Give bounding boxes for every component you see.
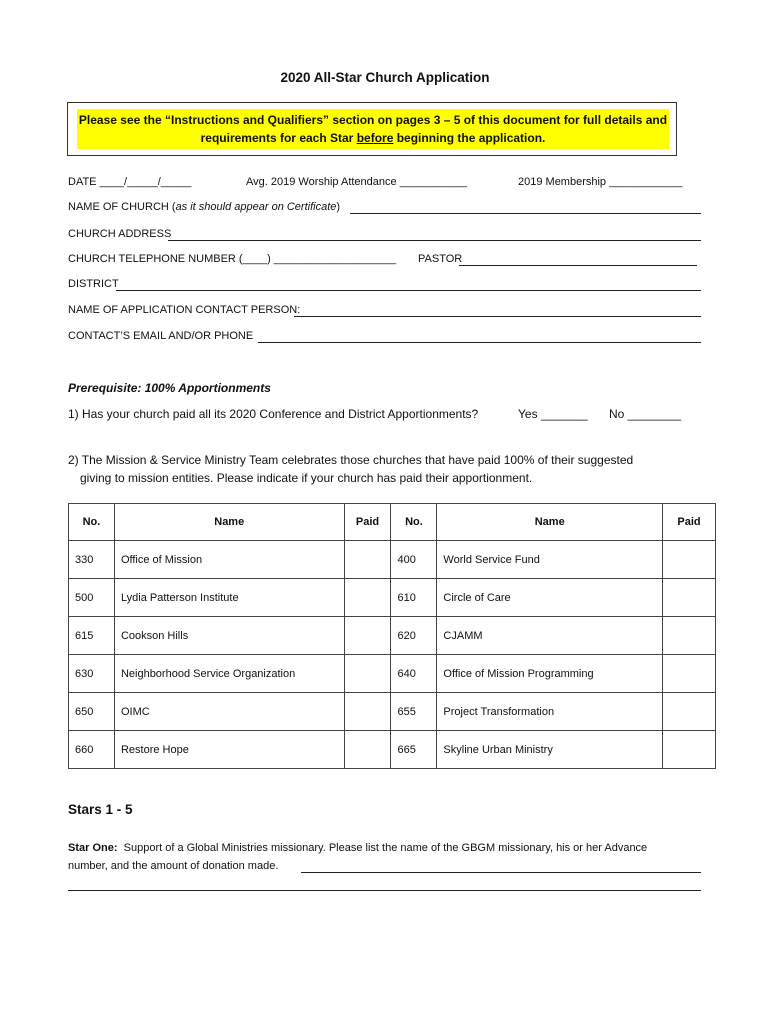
question-2-line-1: 2) The Mission & Service Ministry Team celebrates those churches that have paid 100% of their suggested xyxy=(68,453,634,467)
entity-number: 665 xyxy=(391,731,437,769)
paid-cell[interactable] xyxy=(663,541,716,579)
notice-line-1: Please see the “Instructions and Qualifiers” section on pages 3 – 5 of this document for full details and xyxy=(78,113,668,127)
stars-heading: Stars 1 - 5 xyxy=(68,802,133,817)
entity-name: Skyline Urban Ministry xyxy=(437,731,663,769)
entity-number: 655 xyxy=(391,693,437,731)
notice-text xyxy=(77,109,669,147)
paid-cell[interactable] xyxy=(663,693,716,731)
entity-number: 630 xyxy=(69,655,115,693)
church-name-label xyxy=(68,201,340,213)
entity-name: Restore Hope xyxy=(114,731,344,769)
entity-number: 640 xyxy=(391,655,437,693)
paid-cell[interactable] xyxy=(663,617,716,655)
church-phone-field[interactable]: CHURCH TELEPHONE NUMBER (____) ____________________ xyxy=(68,253,397,265)
contact-person-input-line[interactable] xyxy=(294,316,701,317)
table-row xyxy=(69,579,716,617)
entity-name: Office of Mission Programming xyxy=(437,655,663,693)
entity-number: 660 xyxy=(69,731,115,769)
paid-cell[interactable] xyxy=(344,617,391,655)
entity-name: OIMC xyxy=(114,693,344,731)
paid-cell[interactable] xyxy=(344,731,391,769)
notice-line-2-post: beginning the application. xyxy=(393,131,546,145)
pastor-label: PASTOR xyxy=(418,253,463,265)
table-row xyxy=(69,655,716,693)
paid-cell[interactable] xyxy=(663,731,716,769)
entity-name: Lydia Patterson Institute xyxy=(114,579,344,617)
entity-name: Office of Mission xyxy=(114,541,344,579)
header-paid-2: Paid xyxy=(663,504,716,541)
prerequisite-heading: Prerequisite: 100% Apportionments xyxy=(68,381,271,395)
entity-name: Project Transformation xyxy=(437,693,663,731)
entity-number: 615 xyxy=(69,617,115,655)
entity-number: 500 xyxy=(69,579,115,617)
paid-cell[interactable] xyxy=(663,655,716,693)
entity-number: 330 xyxy=(69,541,115,579)
entity-name: World Service Fund xyxy=(437,541,663,579)
entity-name: Cookson Hills xyxy=(114,617,344,655)
header-no-2: No. xyxy=(391,504,437,541)
apportionment-table xyxy=(68,503,716,769)
table-row xyxy=(69,731,716,769)
table-row xyxy=(69,617,716,655)
paid-cell[interactable] xyxy=(344,655,391,693)
paid-cell[interactable] xyxy=(344,693,391,731)
star-one-text: Support of a Global Ministries missionary. Please list the name of the GBGM missionary, his or her Advance xyxy=(123,842,648,854)
header-name-1: Name xyxy=(114,504,344,541)
table-row xyxy=(69,693,716,731)
header-no-1: No. xyxy=(69,504,115,541)
instructions-notice xyxy=(67,102,677,156)
star-one-line-1 xyxy=(68,842,647,854)
page-title: 2020 All-Star Church Application xyxy=(280,70,490,85)
contact-info-label: CONTACT’S EMAIL AND/OR PHONE xyxy=(68,330,254,342)
notice-highlight xyxy=(77,109,669,149)
paid-cell[interactable] xyxy=(344,541,391,579)
attendance-field[interactable]: Avg. 2019 Worship Attendance ___________ xyxy=(246,176,467,188)
table-row xyxy=(69,541,716,579)
pastor-input-line[interactable] xyxy=(459,265,697,266)
star-one-label: Star One: xyxy=(68,842,118,854)
star-one-line-2: number, and the amount of donation made. xyxy=(68,860,279,872)
entity-number: 620 xyxy=(391,617,437,655)
q1-yes-field[interactable]: Yes _______ xyxy=(518,407,588,421)
question-1: 1) Has your church paid all its 2020 Conference and District Apportionments? xyxy=(68,407,479,421)
entity-name: Circle of Care xyxy=(437,579,663,617)
church-address-label: CHURCH ADDRESS xyxy=(68,228,172,240)
church-name-close: ) xyxy=(336,201,341,213)
notice-before-underlined: before xyxy=(356,131,394,145)
entity-number: 400 xyxy=(391,541,437,579)
district-input-line[interactable] xyxy=(116,290,701,291)
header-paid-1: Paid xyxy=(344,504,391,541)
star-one-input-line-1[interactable] xyxy=(301,872,701,873)
question-2-line-2: giving to mission entities. Please indicate if your church has paid their apportionment. xyxy=(80,471,533,485)
contact-info-input-line[interactable] xyxy=(258,342,701,343)
church-name-input-line[interactable] xyxy=(350,213,701,214)
membership-field[interactable]: 2019 Membership ____________ xyxy=(518,176,683,188)
paid-cell[interactable] xyxy=(344,579,391,617)
date-field[interactable]: DATE ____/_____/_____ xyxy=(68,176,192,188)
entity-name: CJAMM xyxy=(437,617,663,655)
entity-number: 610 xyxy=(391,579,437,617)
paid-cell[interactable] xyxy=(663,579,716,617)
entity-name: Neighborhood Service Organization xyxy=(114,655,344,693)
contact-person-label: NAME OF APPLICATION CONTACT PERSON: xyxy=(68,304,301,316)
district-label: DISTRICT xyxy=(68,278,119,290)
notice-line-2-pre: requirements for each Star xyxy=(200,131,357,145)
star-one-input-line-2[interactable] xyxy=(68,890,701,891)
q1-no-field[interactable]: No ________ xyxy=(609,407,682,421)
church-name-label-text: NAME OF CHURCH ( xyxy=(68,201,176,213)
church-name-hint: as it should appear on Certificate xyxy=(175,201,337,213)
church-address-input-line[interactable] xyxy=(168,240,701,241)
entity-number: 650 xyxy=(69,693,115,731)
table-header-row xyxy=(69,504,716,541)
header-name-2: Name xyxy=(437,504,663,541)
